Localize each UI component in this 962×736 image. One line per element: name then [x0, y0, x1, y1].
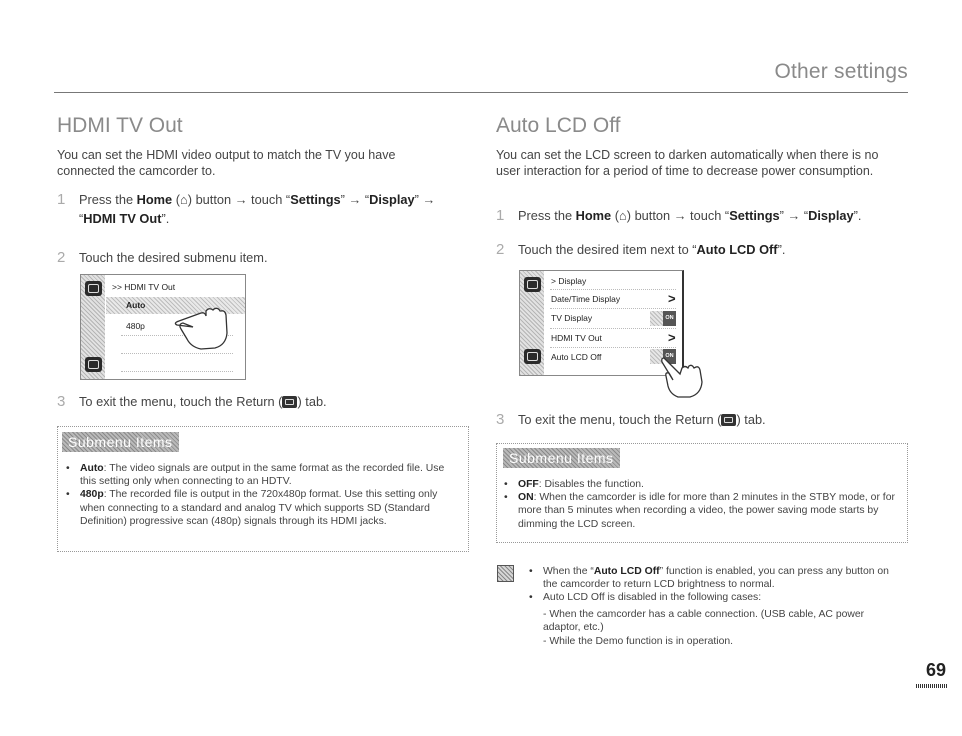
return-tab-icon	[721, 414, 736, 426]
lcd-submenu-list	[500, 478, 900, 531]
lcd-step-2: 2 Touch the desired item next to “Auto LCD Off”.	[496, 241, 786, 258]
menu-row-date-time[interactable]: Date/Time Display	[551, 294, 621, 304]
chevron-right-icon: >	[668, 291, 676, 306]
touch-hand-icon	[171, 299, 233, 351]
page-header-title: Other settings	[774, 60, 908, 83]
hdmi-intro: You can set the HDMI video output to match the TV you have connected the camcorder to.	[57, 148, 396, 178]
home-icon: ⌂	[180, 192, 188, 207]
hdmi-step-2: 2 Touch the desired submenu item.	[57, 249, 268, 266]
tv-display-toggle[interactable]: ON	[650, 311, 676, 326]
touch-hand-icon	[660, 356, 710, 400]
header-divider	[54, 92, 908, 93]
screen-title: >> HDMI TV Out	[112, 282, 176, 292]
hdmi-screen-illustration	[80, 274, 246, 380]
screen-title: > Display	[551, 276, 587, 286]
list-item: • 480p: The recorded file is output in the 720x480p format. Use this setting only when connecting to a standard and analog TV which supports SD (Standard Definition) progressive scan (480p) signals through its HDMI jacks.	[62, 488, 462, 528]
hdmi-step-3: 3 To exit the menu, touch the Return ( ) tab.	[57, 393, 327, 410]
chevron-right-icon: >	[668, 330, 676, 345]
submenu-item-auto[interactable]: Auto	[126, 300, 146, 310]
menu-row-hdmi-tv-out[interactable]: HDMI TV Out	[551, 333, 602, 343]
list-item: • Auto: The video signals are output in the same format as the recorded file. Use this setting only when connecting to an HDTV.	[62, 462, 462, 488]
list-item: • OFF: Disables the function.	[500, 478, 900, 491]
return-icon	[85, 357, 102, 372]
menu-row-auto-lcd-off[interactable]: Auto LCD Off	[551, 352, 602, 362]
lcd-section-title: Auto LCD Off	[496, 114, 621, 137]
hdmi-section-title: HDMI TV Out	[57, 114, 183, 137]
auto-lcd-off-toggle[interactable]: ON	[650, 349, 676, 364]
hdmi-submenu-list	[62, 462, 462, 528]
lcd-step-3: 3 To exit the menu, touch the Return ( ) tab.	[496, 411, 766, 428]
lcd-intro: You can set the LCD screen to darken automatically when there is no user interaction for a period of time to decrease power consumption.	[496, 148, 879, 178]
note-subitem-cable: - When the camcorder has a cable connection. (USB cable, AC power adaptor, etc.)	[543, 609, 865, 634]
hdmi-step-1: 1 Press the Home (⌂) button → touch “Settings” → “Display” → “HDMI TV Out”.	[57, 191, 436, 226]
lcd-step-1: 1 Press the Home (⌂) button → touch “Settings” → “Display”.	[496, 207, 862, 224]
note-subitem-demo: - While the Demo function is in operation.	[543, 636, 734, 647]
page-number: 69	[925, 660, 946, 680]
list-item: • ON: When the camcorder is idle for more than 2 minutes in the STBY mode, or for more than 5 minutes when recording a video, the power saving mode starts by dimming the LCD screen.	[500, 491, 900, 531]
hdmi-submenu-badge: Submenu Items	[62, 432, 179, 452]
list-item: • Auto LCD Off is disabled in the following cases:	[525, 591, 895, 604]
menu-row-tv-display[interactable]: TV Display	[551, 313, 593, 323]
home-icon: ⌂	[619, 208, 627, 223]
return-tab-icon	[282, 396, 297, 408]
submenu-item-480p[interactable]: 480p	[126, 321, 145, 331]
return-icon	[524, 349, 541, 364]
note-icon	[497, 565, 514, 582]
menu-icon	[524, 277, 541, 292]
list-item: • When the “Auto LCD Off” function is enabled, you can press any button on the camcorder to return LCD brightness to normal.	[525, 565, 895, 591]
menu-icon	[85, 281, 102, 296]
lcd-submenu-badge: Submenu Items	[503, 448, 620, 468]
lcd-notes-list	[525, 565, 895, 605]
page-number-underline	[916, 684, 948, 688]
